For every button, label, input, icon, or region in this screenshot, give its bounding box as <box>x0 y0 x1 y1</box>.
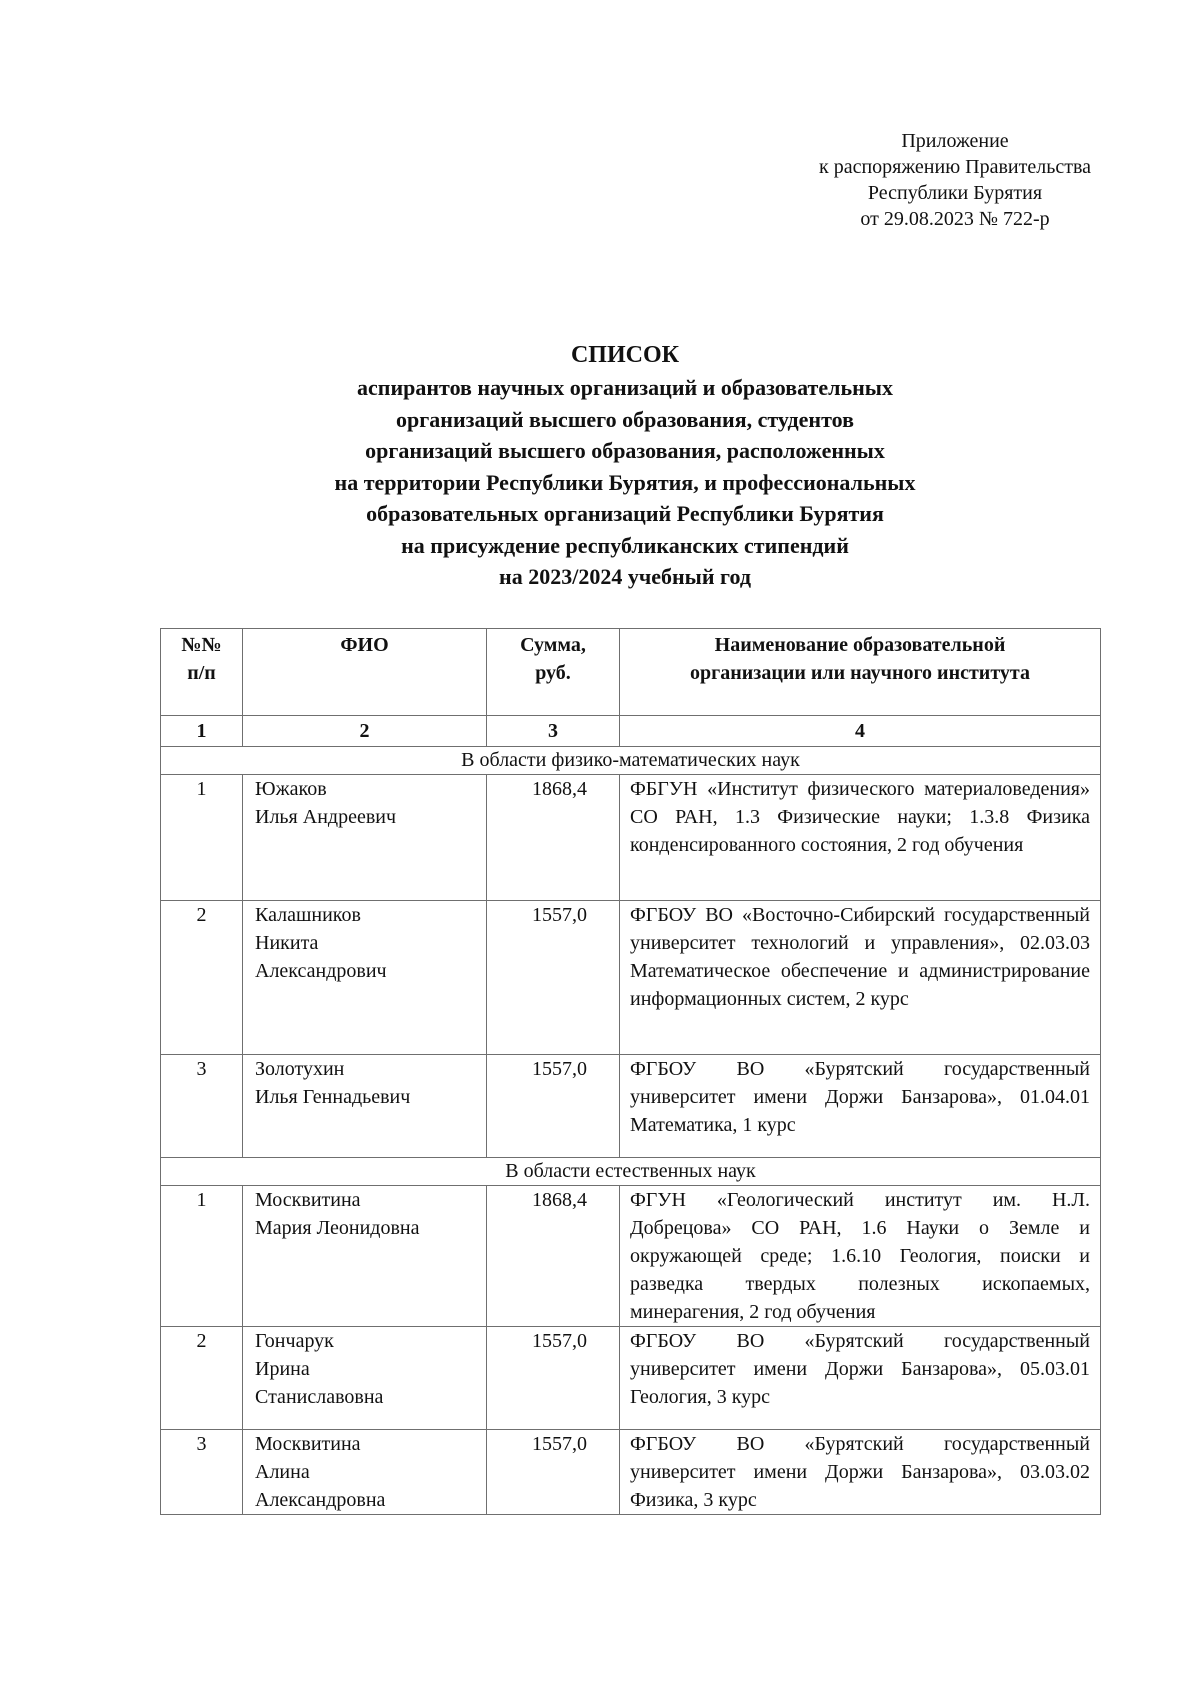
appendix-header <box>770 128 1140 232</box>
person-name <box>243 1055 487 1158</box>
section-title: В области естественных наук <box>161 1158 1101 1186</box>
header-sum-line: руб. <box>535 662 571 684</box>
header-fio <box>243 629 487 716</box>
section-row <box>161 747 1101 775</box>
person-name <box>243 1186 487 1327</box>
person-name-line: Алина <box>255 1461 310 1483</box>
header-num-line: п/п <box>187 662 216 684</box>
person-name-line: Александровна <box>255 1489 386 1511</box>
organization-name: ФГБОУ ВО «Бурятский государственный университет имени Доржи Банзарова», 03.03.02 Физика, 3 курс <box>620 1430 1101 1515</box>
organization-name: ФБГУН «Институт физического материаловедения» СО РАН, 1.3 Физические науки; 1.3.8 Физика конденсированного состояния, 2 год обучения <box>620 775 1101 901</box>
person-name-line: Александрович <box>255 960 387 982</box>
person-name-line: Гончарук <box>255 1330 334 1352</box>
scholarship-amount: 1868,4 <box>487 775 620 901</box>
scholarship-amount: 1868,4 <box>487 1186 620 1327</box>
scholarship-table <box>160 628 1101 1515</box>
person-name-line: Мария Леонидовна <box>255 1217 420 1239</box>
header-fio-label: ФИО <box>340 634 389 656</box>
header-sum <box>487 629 620 716</box>
person-name-line: Калашников <box>255 904 361 926</box>
appendix-line: Приложение <box>901 130 1009 152</box>
organization-name: ФГБОУ ВО «Бурятский государственный университет имени Доржи Банзарова», 01.04.01 Математика, 1 курс <box>620 1055 1101 1158</box>
header-org-line: Наименование образовательной <box>714 634 1006 656</box>
title-line: на территории Республики Бурятия, и профессиональных <box>334 469 916 495</box>
scholarship-amount: 1557,0 <box>487 1327 620 1430</box>
scholarship-amount: 1557,0 <box>487 1055 620 1158</box>
organization-name: ФГБОУ ВО «Бурятский государственный университет имени Доржи Банзарова», 05.03.01 Геология, 3 курс <box>620 1327 1101 1430</box>
table-header-row <box>161 629 1101 716</box>
person-name <box>243 901 487 1055</box>
header-num <box>161 629 243 716</box>
document-title <box>160 338 1090 593</box>
table-body <box>161 747 1101 1515</box>
appendix-line: к распоряжению Правительства <box>818 156 1091 178</box>
title-line: организаций высшего образования, расположенных <box>365 438 885 463</box>
table-row <box>161 1186 1101 1327</box>
person-name-line: Москвитина <box>255 1433 361 1455</box>
row-number: 1 <box>161 1186 243 1327</box>
row-number: 3 <box>161 1430 243 1515</box>
person-name-line: Москвитина <box>255 1189 361 1211</box>
row-number: 1 <box>161 775 243 901</box>
person-name <box>243 1327 487 1430</box>
title-line: организаций высшего образования, студентов <box>396 406 854 432</box>
organization-name: ФГБОУ ВО «Восточно-Сибирский государственный университет технологий и управления», 02.03.03 Математическое обеспечение и администрирование информационных систем, 2 курс <box>620 901 1101 1055</box>
row-number: 2 <box>161 901 243 1055</box>
person-name-line: Ирина <box>255 1358 310 1380</box>
scholarship-amount: 1557,0 <box>487 901 620 1055</box>
title-line: на присуждение республиканских стипендий <box>401 532 849 558</box>
person-name-line: Никита <box>255 932 319 954</box>
title-line: образовательных организаций Республики Бурятия <box>366 501 884 526</box>
table-row <box>161 901 1101 1055</box>
row-number: 3 <box>161 1055 243 1158</box>
person-name <box>243 775 487 901</box>
table-row <box>161 1327 1101 1430</box>
column-number-row <box>161 716 1101 747</box>
table-row <box>161 775 1101 901</box>
person-name-line: Станиславовна <box>255 1386 384 1408</box>
table-row <box>161 1055 1101 1158</box>
person-name-line: Илья Геннадьевич <box>255 1086 411 1108</box>
appendix-date-number: от 29.08.2023 № 722-р <box>860 208 1050 230</box>
person-name-line: Золотухин <box>255 1058 345 1080</box>
header-org <box>620 629 1101 716</box>
title-main: СПИСОК <box>570 342 680 368</box>
person-name-line: Южаков <box>255 778 327 800</box>
person-name <box>243 1430 487 1515</box>
column-number: 4 <box>620 716 1101 747</box>
organization-name: ФГУН «Геологический институт им. Н.Л. Добрецова» СО РАН, 1.6 Науки о Земле и окружающей среде; 1.6.10 Геология, поиски и разведка твердых полезных ископаемых, минерагения, 2 год обучения <box>620 1186 1101 1327</box>
column-number: 1 <box>161 716 243 747</box>
header-sum-line: Сумма, <box>520 634 586 656</box>
title-line: аспирантов научных организаций и образовательных <box>357 375 893 400</box>
row-number: 2 <box>161 1327 243 1430</box>
section-row <box>161 1158 1101 1186</box>
header-num-line: №№ <box>181 634 222 656</box>
scholarship-amount: 1557,0 <box>487 1430 620 1515</box>
table-row <box>161 1430 1101 1515</box>
title-line: на 2023/2024 учебный год <box>499 564 751 589</box>
column-number: 3 <box>487 716 620 747</box>
column-number: 2 <box>243 716 487 747</box>
section-title: В области физико-математических наук <box>161 747 1101 775</box>
appendix-line: Республики Бурятия <box>867 182 1043 204</box>
header-org-line: организации или научного института <box>690 662 1030 684</box>
person-name-line: Илья Андреевич <box>255 806 397 828</box>
